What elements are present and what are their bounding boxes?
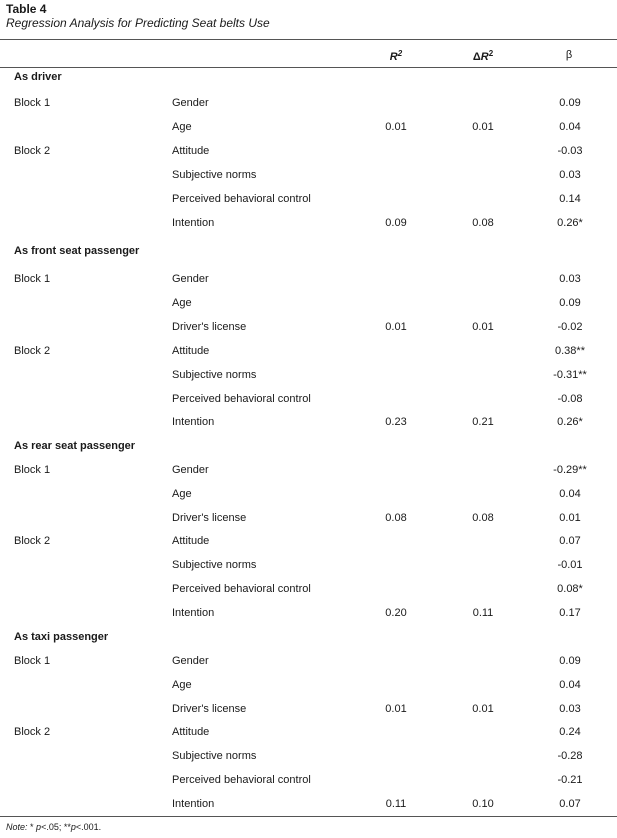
delta-r2-cell: 0.01	[472, 121, 494, 133]
predictor-cell: Age	[172, 296, 192, 309]
r2-cell: 0.23	[385, 416, 407, 429]
beta-cell: 0.09	[559, 97, 581, 109]
header-rule	[0, 67, 617, 68]
predictor-cell: Subjective norms	[172, 169, 257, 181]
beta-cell: 0.01	[559, 511, 581, 524]
table-row	[0, 217, 617, 231]
predictor-cell: Intention	[172, 217, 215, 229]
beta-cell: 0.08*	[557, 583, 583, 595]
r2-cell: 0.20	[385, 606, 407, 619]
beta-cell: -0.03	[557, 145, 583, 157]
block-cell: Block 2	[14, 344, 51, 357]
beta-cell: -0.28	[557, 750, 583, 763]
predictor-cell: Attitude	[172, 726, 210, 739]
predictor-cell: Driver's license	[172, 702, 247, 715]
block-cell: Block 1	[14, 97, 51, 109]
predictor-cell: Driver's license	[172, 320, 247, 333]
beta-cell: 0.03	[559, 169, 581, 181]
r2-cell: 0.01	[385, 320, 407, 333]
beta-cell: -0.08	[557, 392, 583, 405]
table-row	[0, 655, 617, 669]
block-cell: Block 1	[14, 464, 51, 476]
beta-cell: -0.29**	[553, 464, 587, 476]
predictor-cell: Driver's license	[172, 511, 247, 524]
delta-r2-cell: 0.01	[472, 320, 494, 333]
table-row	[0, 416, 617, 430]
beta-cell: -0.31**	[553, 368, 587, 381]
table-row	[0, 345, 617, 359]
table-row	[0, 607, 617, 621]
section-label: As driver	[14, 71, 62, 83]
beta-cell: 0.04	[559, 678, 581, 691]
predictor-cell: Age	[172, 678, 192, 691]
table-row	[0, 726, 617, 740]
beta-cell: 0.17	[559, 606, 581, 619]
r2-cell: 0.11	[385, 797, 407, 810]
predictor-cell: Intention	[172, 797, 215, 810]
table-row	[0, 273, 617, 287]
table-row	[0, 535, 617, 549]
table-row	[0, 703, 617, 717]
top-rule	[0, 39, 617, 40]
section-label: As taxi passenger	[14, 631, 109, 643]
table-subtitle: Regression Analysis for Predicting Seat belts Use	[6, 16, 270, 30]
beta-cell: 0.24	[559, 726, 581, 739]
beta-cell: 0.04	[559, 121, 581, 133]
header-beta: β	[565, 49, 573, 61]
table-row	[0, 512, 617, 526]
block-cell: Block 1	[14, 273, 51, 285]
table-title: Table 4	[6, 2, 47, 16]
table-row	[0, 774, 617, 788]
table-row	[0, 297, 617, 311]
table-row	[0, 750, 617, 764]
section-label: As rear seat passenger	[14, 440, 136, 452]
predictor-cell: Perceived behavioral control	[172, 193, 311, 205]
delta-r2-cell: 0.11	[472, 606, 494, 619]
beta-cell: 0.03	[559, 702, 581, 715]
table-row	[0, 145, 617, 159]
beta-cell: -0.01	[557, 559, 583, 572]
r2-cell: 0.01	[385, 702, 407, 715]
predictor-cell: Gender	[172, 273, 209, 285]
beta-cell: 0.09	[559, 655, 581, 667]
r2-cell: 0.01	[385, 121, 407, 133]
delta-r2-cell: 0.08	[472, 511, 494, 524]
predictor-cell: Gender	[172, 655, 209, 667]
delta-r2-cell: 0.10	[472, 797, 494, 810]
delta-r2-cell: 0.01	[472, 702, 494, 715]
table-row	[0, 121, 617, 135]
table-row	[0, 559, 617, 573]
predictor-cell: Gender	[172, 464, 209, 476]
table-row	[0, 798, 617, 812]
r2-cell: 0.08	[385, 511, 407, 524]
table-row	[0, 97, 617, 111]
predictor-cell: Intention	[172, 416, 215, 429]
predictor-cell: Perceived behavioral control	[172, 583, 311, 595]
beta-cell: 0.09	[559, 296, 581, 309]
header-delta-r2: $\Delta R^2$	[472, 49, 494, 63]
table-row	[0, 679, 617, 693]
table-row	[0, 464, 617, 478]
beta-cell: 0.38**	[555, 344, 585, 357]
predictor-cell: Gender	[172, 97, 209, 109]
beta-cell: 0.03	[559, 273, 581, 285]
predictor-cell: Subjective norms	[172, 368, 257, 381]
table-row	[0, 321, 617, 335]
predictor-cell: Age	[172, 121, 192, 133]
predictor-cell: Perceived behavioral control	[172, 392, 311, 405]
table-note: Note: * p<.05; **p<.001.	[6, 822, 102, 832]
r2-cell: 0.09	[385, 217, 407, 229]
predictor-cell: Attitude	[172, 145, 210, 157]
beta-cell: 0.07	[559, 535, 581, 548]
table-row	[0, 193, 617, 207]
predictor-cell: Perceived behavioral control	[172, 774, 311, 786]
section-label: As front seat passenger	[14, 245, 140, 257]
beta-cell: -0.21	[557, 774, 583, 786]
predictor-cell: Subjective norms	[172, 559, 257, 572]
bottom-rule	[0, 816, 617, 817]
table-row	[0, 488, 617, 502]
header-r2: $R^2$	[389, 49, 403, 63]
predictor-cell: Attitude	[172, 344, 210, 357]
table-row	[0, 393, 617, 407]
beta-cell: 0.14	[559, 193, 581, 205]
delta-r2-cell: 0.21	[472, 416, 494, 429]
table-row	[0, 583, 617, 597]
beta-cell: 0.07	[559, 797, 581, 810]
table-row	[0, 369, 617, 383]
predictor-cell: Attitude	[172, 535, 210, 548]
predictor-cell: Intention	[172, 606, 215, 619]
predictor-cell: Age	[172, 487, 192, 500]
block-cell: Block 2	[14, 726, 51, 739]
predictor-cell: Subjective norms	[172, 750, 257, 763]
block-cell: Block 2	[14, 535, 51, 548]
beta-cell: 0.04	[559, 487, 581, 500]
delta-r2-cell: 0.08	[472, 217, 494, 229]
beta-cell: 0.26*	[557, 217, 583, 229]
beta-cell: 0.26*	[557, 416, 583, 429]
block-cell: Block 2	[14, 145, 51, 157]
block-cell: Block 1	[14, 655, 51, 667]
table-row	[0, 169, 617, 183]
beta-cell: -0.02	[557, 320, 583, 333]
